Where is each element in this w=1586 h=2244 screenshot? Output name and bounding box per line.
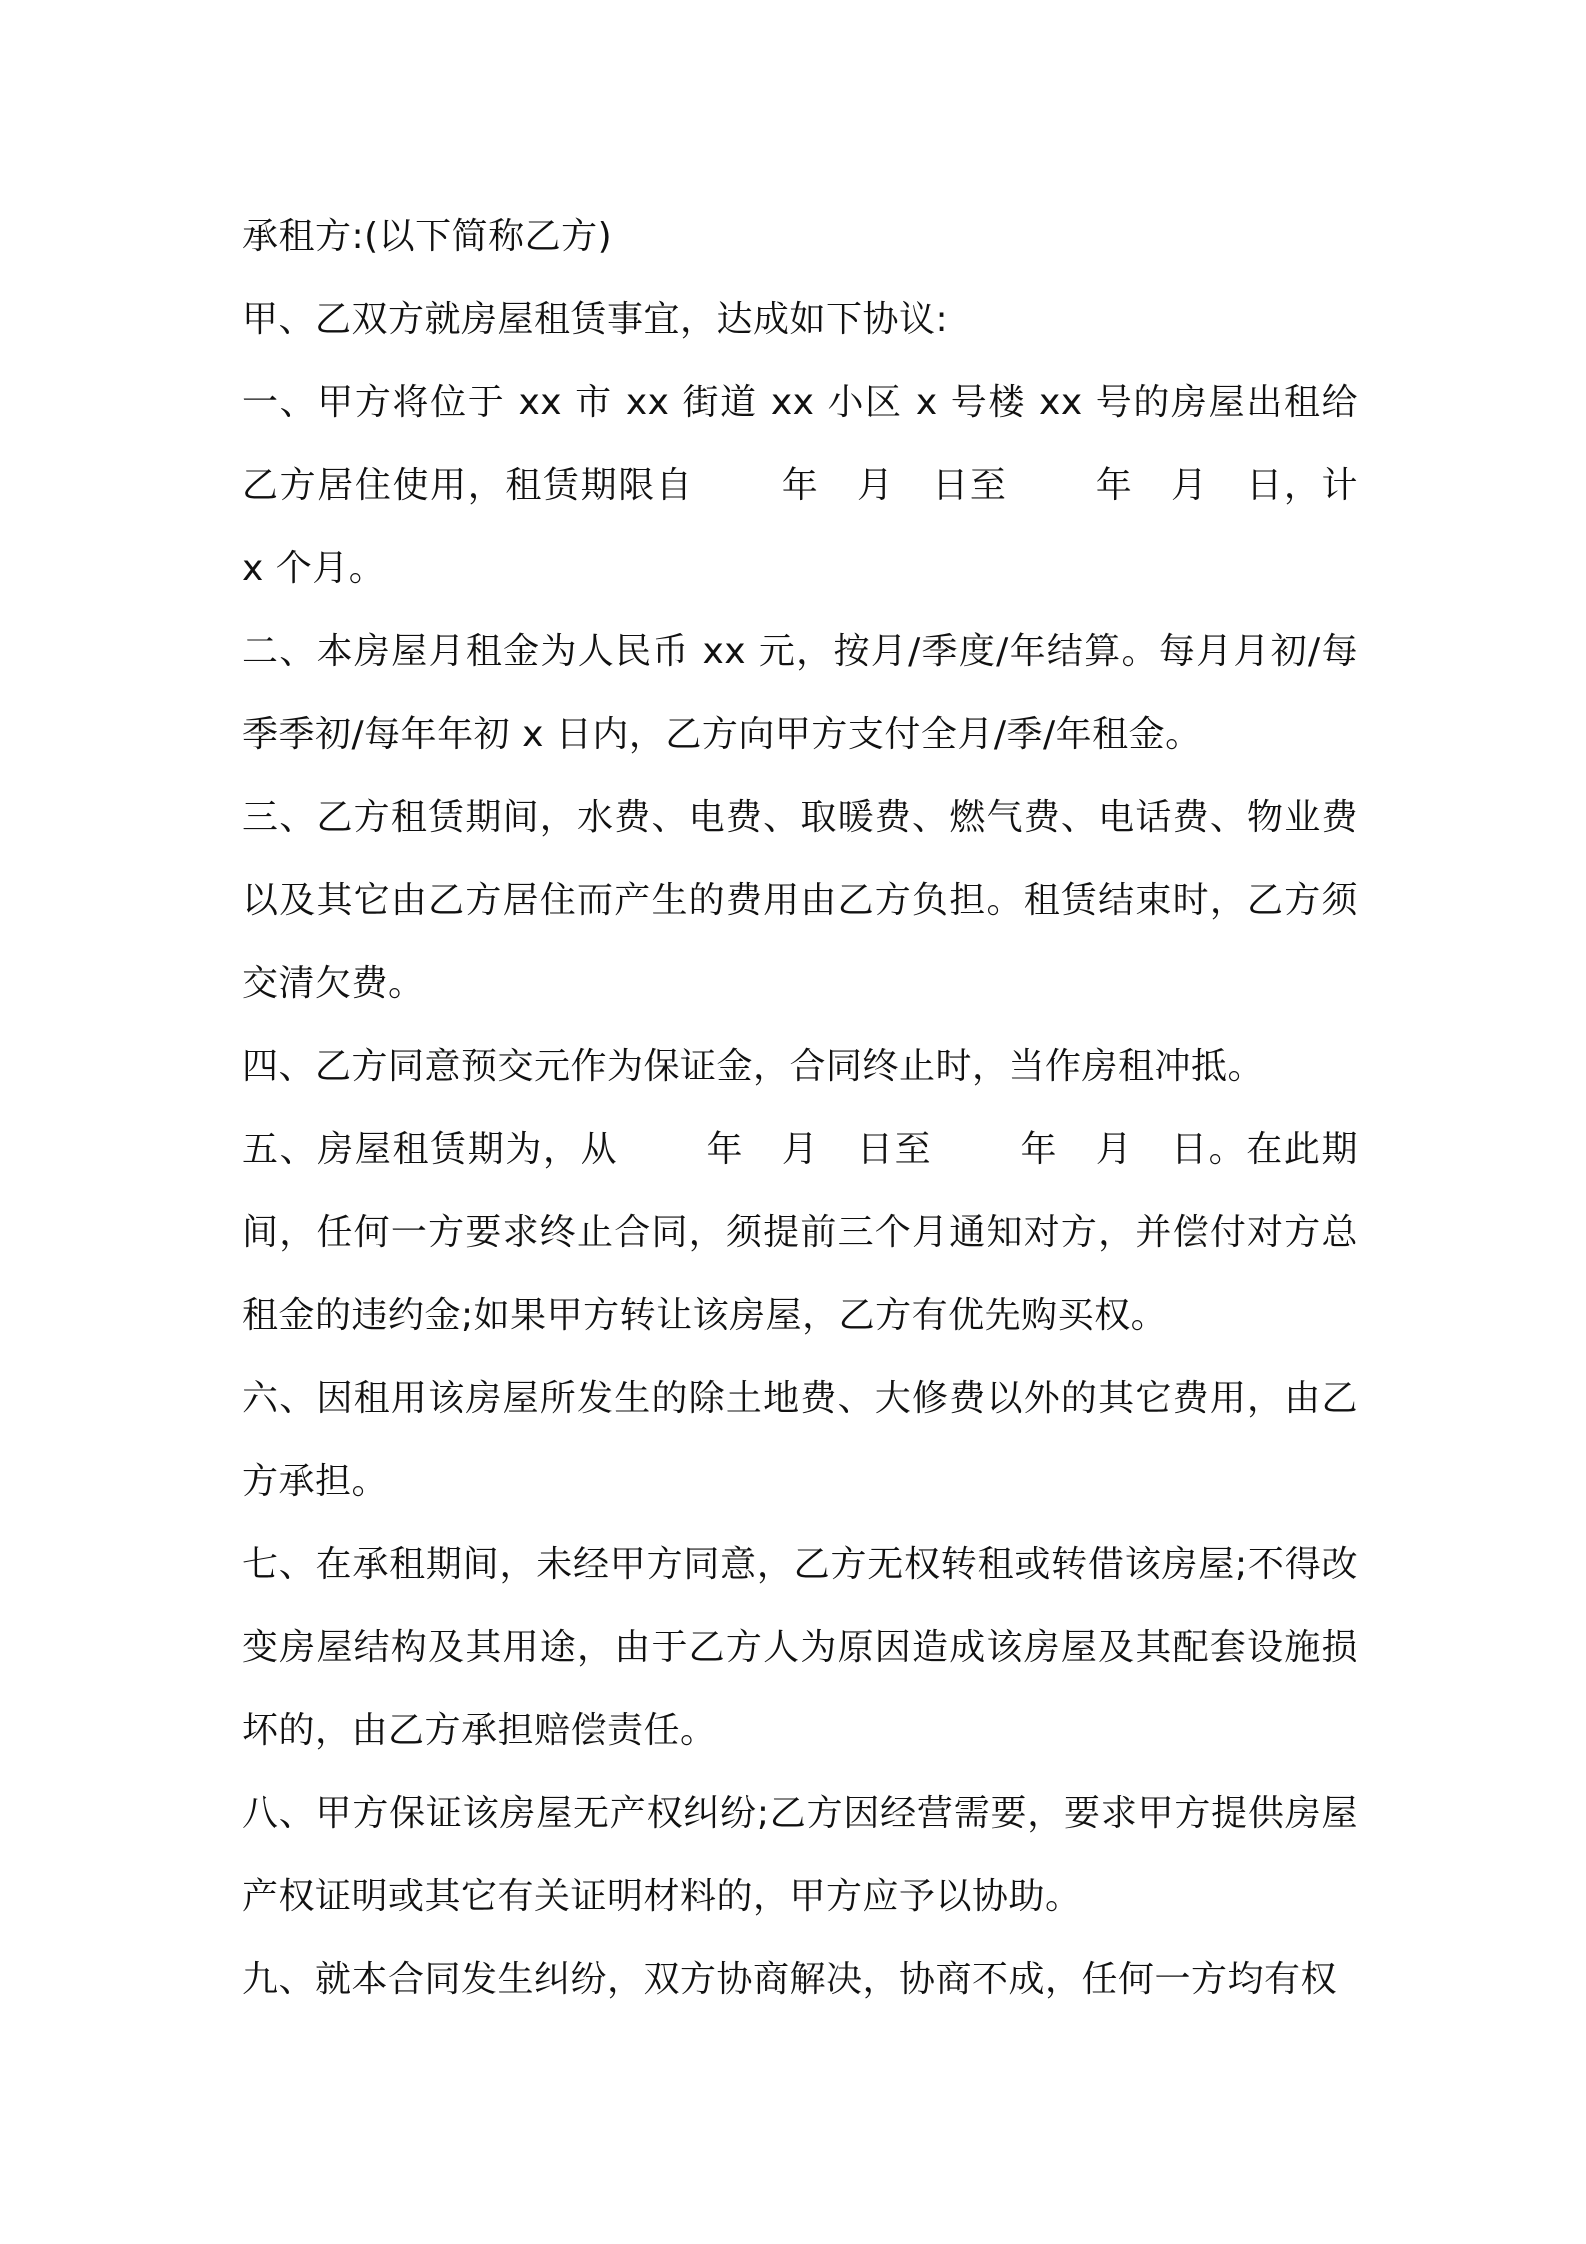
clause-4: 四、乙方同意预交元作为保证金，合同终止时，当作房租冲抵。 <box>242 1046 1265 1087</box>
clause-3: 三、乙方租赁期间，水费、电费、取暖费、燃气费、电话费、物业费以及其它由乙方居住而产生的费用由乙方负担。租赁结束时，乙方须交清欠费。 <box>242 797 1358 1004</box>
clause-8: 八、甲方保证该房屋无产权纠纷;乙方因经营需要，要求甲方提供房屋产权证明或其它有关证明材料的，甲方应予以协助。 <box>242 1793 1358 1917</box>
lessee-line: 承租方:(以下简称乙方) <box>242 216 613 257</box>
clause-2: 二、本房屋月租金为人民币 xx 元，按月/季度/年结算。每月月初/每季季初/每年年初 x 日内，乙方向甲方支付全月/季/年租金。 <box>242 631 1358 755</box>
clause-5: 五、房屋租赁期为，从 年 月 日至 年 月 日。在此期间，任何一方要求终止合同，须提前三个月通知对方，并偿付对方总租金的违约金;如果甲方转让该房屋，乙方有优先购买权。 <box>242 1129 1358 1336</box>
clause-7: 七、在承租期间，未经甲方同意，乙方无权转租或转借该房屋;不得改变房屋结构及其用途，由于乙方人为原因造成该房屋及其配套设施损坏的，由乙方承担赔偿责任。 <box>242 1544 1358 1751</box>
clause-9: 九、就本合同发生纠纷，双方协商解决，协商不成，任何一方均有权 <box>242 1959 1338 2000</box>
clause-6: 六、因租用该房屋所发生的除土地费、大修费以外的其它费用，由乙方承担。 <box>242 1378 1358 1502</box>
agreement-intro: 甲、乙双方就房屋租赁事宜，达成如下协议: <box>242 299 949 340</box>
contract-body <box>242 195 1370 2021</box>
clause-1: 一、甲方将位于 xx 市 xx 街道 xx 小区 x 号楼 xx 号的房屋出租给乙方居住使用，租赁期限自 年 月 日至 年 月 日，计 x 个月。 <box>242 382 1370 589</box>
